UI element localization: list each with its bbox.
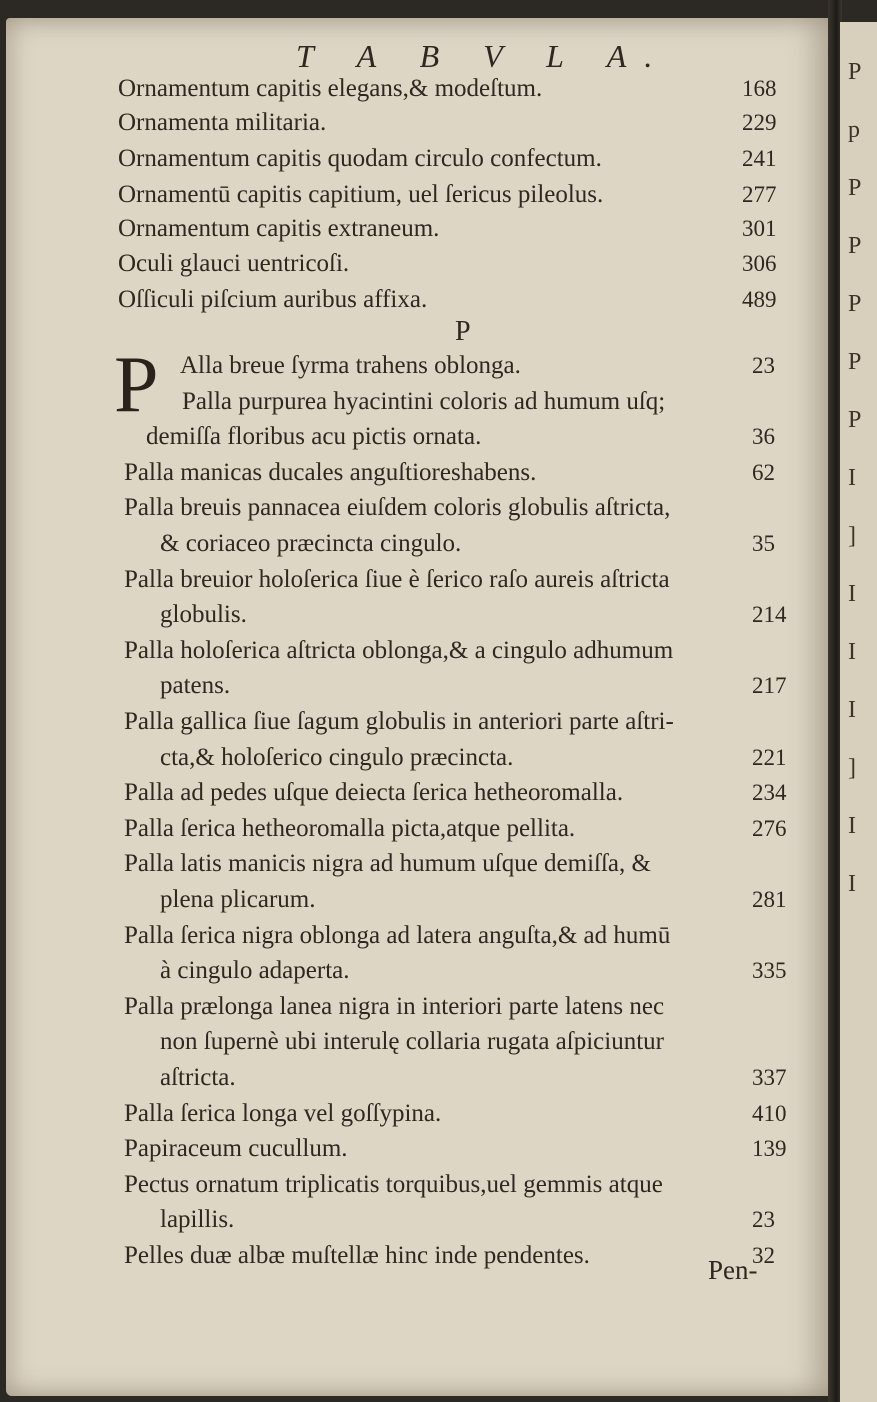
index-entry: aſtricta.: [160, 1064, 236, 1091]
section-letter: P: [455, 316, 471, 347]
page-number: 489: [742, 287, 777, 312]
index-entry: Papiraceum cucullum.: [124, 1135, 348, 1163]
page-number: 139: [752, 1136, 787, 1162]
facing-page-letter: I: [848, 697, 856, 723]
index-entry: Ornamentum capitis extraneum.: [118, 215, 440, 242]
index-entry: Oculi glauci uentricoſi.: [118, 250, 350, 277]
facing-page-letter: P: [848, 291, 862, 317]
index-entry: Palla latis manicis nigra ad humum uſque demiſſa, &: [124, 850, 651, 878]
index-entry: Ornamentū capitis capitium, uel ſericus pileolus.: [118, 181, 604, 208]
index-entry: cta,& holoſerico cingulo præcincta.: [160, 743, 514, 771]
facing-page-letter: P: [848, 59, 862, 85]
index-entry: Palla gallica ſiue ſagum globulis in anteriori parte aſtri-: [124, 708, 674, 735]
index-entry: Ornamentum capitis quodam circulo confectum.: [118, 145, 602, 172]
index-entry: Palla ſerica longa vel goſſypina.: [124, 1099, 442, 1127]
page-number: 168: [742, 76, 777, 101]
index-entry: non ſupernè ubi interulę collaria rugata aſpiciuntur: [160, 1028, 664, 1056]
facing-page-letter: P: [848, 407, 862, 433]
index-entry: Palla manicas ducales anguſtioreshabens.: [124, 458, 537, 486]
page-number: 229: [742, 110, 777, 135]
facing-page-letter: p: [848, 117, 860, 143]
page-number: 23: [752, 353, 775, 378]
index-entry: Ornamentum capitis elegans,& modeſtum.: [118, 75, 543, 102]
facing-page-letter: P: [848, 175, 862, 201]
page-number: 214: [752, 602, 787, 628]
index-entry: patens.: [160, 672, 231, 700]
page-number: 23: [752, 1207, 775, 1233]
index-entry: & coriaceo præcincta cingulo.: [160, 530, 462, 557]
facing-page-letter: I: [848, 871, 856, 897]
page-number: 234: [752, 780, 787, 806]
page-number: 62: [752, 459, 775, 485]
facing-page-letter: P: [848, 233, 862, 259]
page-number: 335: [752, 958, 787, 984]
index-entry: Ornamenta militaria.: [118, 109, 327, 136]
page-number: 221: [752, 744, 787, 770]
index-entry: Palla prælonga lanea nigra in interiori parte latens nec: [124, 992, 665, 1020]
facing-page-letter: I: [848, 465, 856, 491]
drop-cap: P: [114, 341, 159, 429]
facing-page-letter: ]: [848, 523, 856, 549]
index-entry: globulis.: [160, 601, 247, 629]
index-entry: Palla ſerica hetheoromalla picta,atque pellita.: [124, 814, 576, 842]
index-entry: Pelles duæ albæ muſtellæ hinc inde pendentes.: [124, 1242, 590, 1269]
page-number: 410: [752, 1100, 787, 1126]
page-number: 217: [752, 673, 787, 699]
index-entry: lapillis.: [160, 1206, 235, 1234]
index-entry: Palla ad pedes uſque deiecta ſerica hetheoromalla.: [124, 779, 624, 807]
index-entry: Palla breuis pannacea eiuſdem coloris globulis aſtricta,: [124, 494, 671, 522]
page-number: 35: [752, 531, 775, 556]
page-number: 276: [752, 815, 787, 841]
index-entry: Oſſiculi piſcium auribus affixa.: [118, 286, 428, 313]
running-head: T A B V L A.: [296, 38, 671, 74]
index-entry: Palla ſerica nigra oblonga ad latera anguſta,& ad humū: [124, 921, 671, 949]
facing-page-letter: ]: [848, 755, 856, 781]
page-number: 277: [742, 182, 777, 207]
page-number: 281: [752, 887, 787, 912]
page-number: 241: [742, 146, 777, 171]
index-entry: Palla purpurea hyacintini coloris ad humum uſq;: [182, 387, 666, 415]
page-number: 337: [752, 1065, 787, 1090]
index-entry: Pectus ornatum triplicatis torquibus,uel gemmis atque: [124, 1170, 663, 1198]
page-number: 301: [742, 216, 777, 241]
index-entry: Palla holoſerica aſtricta oblonga,& a cingulo adhumum: [124, 636, 674, 664]
index-entry: demiſſa floribus acu pictis ornata.: [146, 423, 482, 451]
facing-page-letter: I: [848, 639, 856, 665]
index-entry: à cingulo adaperta.: [160, 957, 350, 985]
facing-page-letter: P: [848, 349, 862, 375]
page-number: 36: [752, 424, 775, 450]
index-entry: Alla breue ſyrma trahens oblonga.: [180, 352, 521, 379]
index-entry: plena plicarum.: [160, 886, 316, 913]
facing-page-letter: I: [848, 813, 856, 839]
page-number: 32: [752, 1243, 775, 1268]
catchword: Pen-: [708, 1255, 758, 1285]
page-number: 306: [742, 251, 777, 276]
facing-page-letter: I: [848, 581, 856, 607]
index-entry: Palla breuior holoſerica ſiue è ſerico raſo aureis aſtricta: [124, 565, 670, 593]
